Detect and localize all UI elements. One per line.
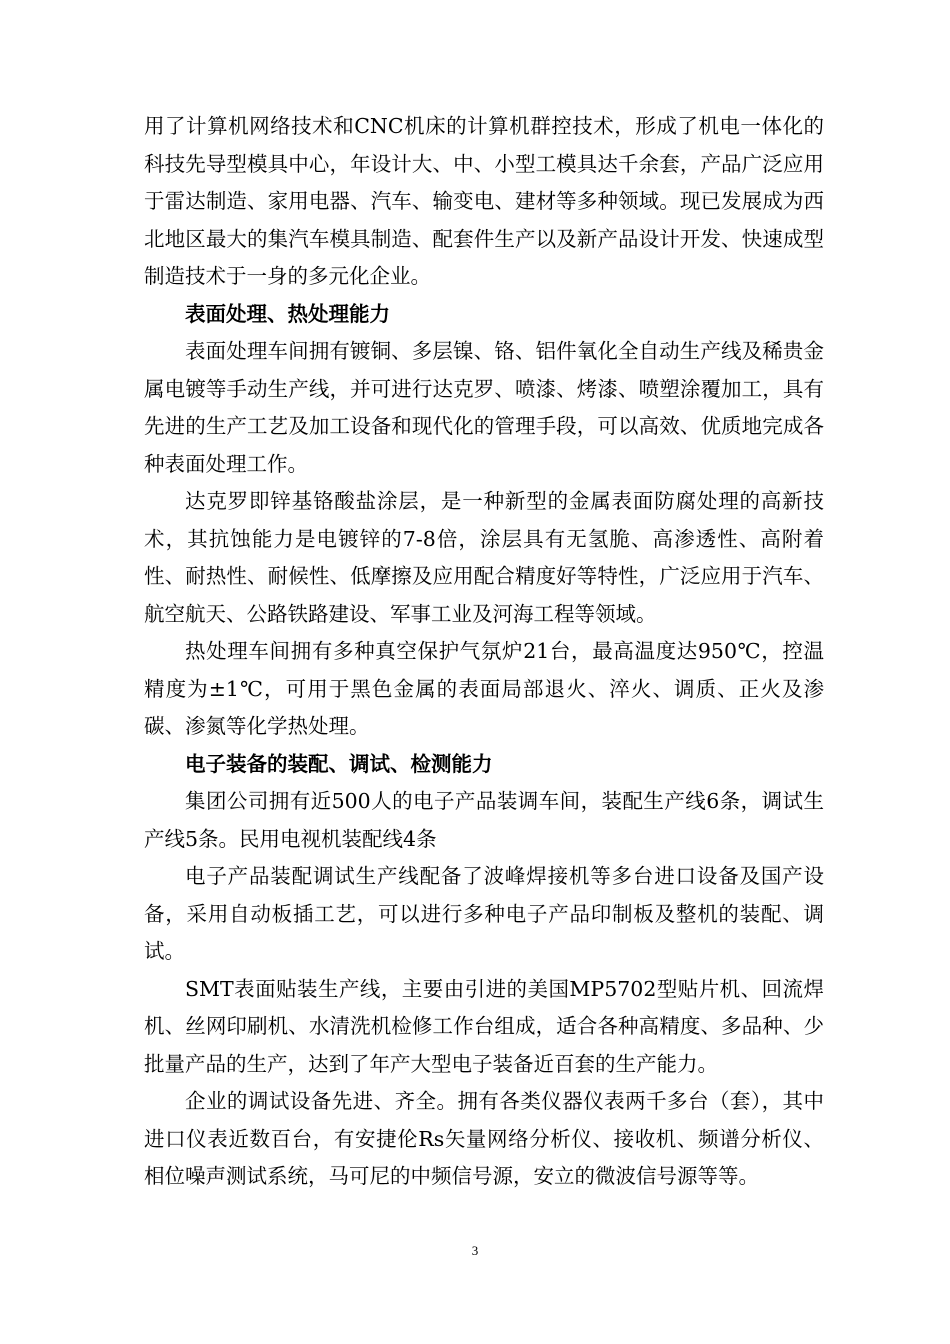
paragraph-mold-center: 用了计算机网络技术和CNC机床的计算机群控技术，形成了机电一体化的科技先导型模具中心，年设计大、中、小型工模具达千余套，产品广泛应用于雷达制造、家用电器、汽车、输变电、建材等多种领域。现已发展成为西北地区最大的集汽车模具制造、配套件生产以及新产品设计开发、快速成型制造技术于一身的多元化企业。: [144, 114, 824, 288]
paragraph-heat-treatment: 热处理车间拥有多种真空保护气氛炉21台，最高温度达950℃，控温精度为±1℃，可用于黑色金属的表面局部退火、淬火、调质、正火及渗碳、渗氮等化学热处理。: [144, 639, 824, 738]
paragraph-assembly-workshop: 集团公司拥有近500人的电子产品装调车间，装配生产线6条，调试生产线5条。民用电视机装配线4条: [144, 789, 824, 851]
page-number: 3: [471, 1243, 479, 1258]
paragraph-smt-line: SMT表面贴装生产线，主要由引进的美国MP5702型贴片机、回流焊机、丝网印刷机、水清洗机检修工作台组成，适合各种高精度、多品种、少批量产品的生产，达到了年产大型电子装备近百套的生产能力。: [144, 976, 824, 1076]
paragraph-dacromet: 达克罗即锌基铬酸盐涂层，是一种新型的金属表面防腐处理的高新技术，其抗蚀能力是电镀锌的7-8倍，涂层具有无氢脆、高渗透性、高附着性、耐热性、耐候性、低摩擦及应用配合精度好等特性，广泛应用于汽车、航空航天、公路铁路建设、军事工业及河海工程等领域。: [144, 489, 824, 626]
paragraph-surface-workshop: 表面处理车间拥有镀铜、多层镍、铬、铝件氧化全自动生产线及稀贵金属电镀等手动生产线，并可进行达克罗、喷漆、烤漆、喷塑涂覆加工，具有先进的生产工艺及加工设备和现代化的管理手段，可以高效、优质地完成各种表面处理工作。: [144, 339, 824, 476]
section-heading-surface-treatment: 表面处理、热处理能力: [185, 301, 390, 326]
body-text: [144, 108, 824, 1196]
section-heading-electronics-assembly: 电子装备的装配、调试、检测能力: [185, 751, 493, 776]
paragraph-test-equipment: 企业的调试设备先进、齐全。拥有各类仪器仪表两千多台（套），其中进口仪表近数百台，有安捷伦Rs矢量网络分析仪、接收机、频谱分析仪、相位噪声测试系统，马可尼的中频信号源，安立的微波信号源等等。: [144, 1089, 824, 1188]
paragraph-assembly-lines: 电子产品装配调试生产线配备了波峰焊接机等多台进口设备及国产设备，采用自动板插工艺，可以进行多种电子产品印制板及整机的装配、调试。: [144, 864, 824, 963]
